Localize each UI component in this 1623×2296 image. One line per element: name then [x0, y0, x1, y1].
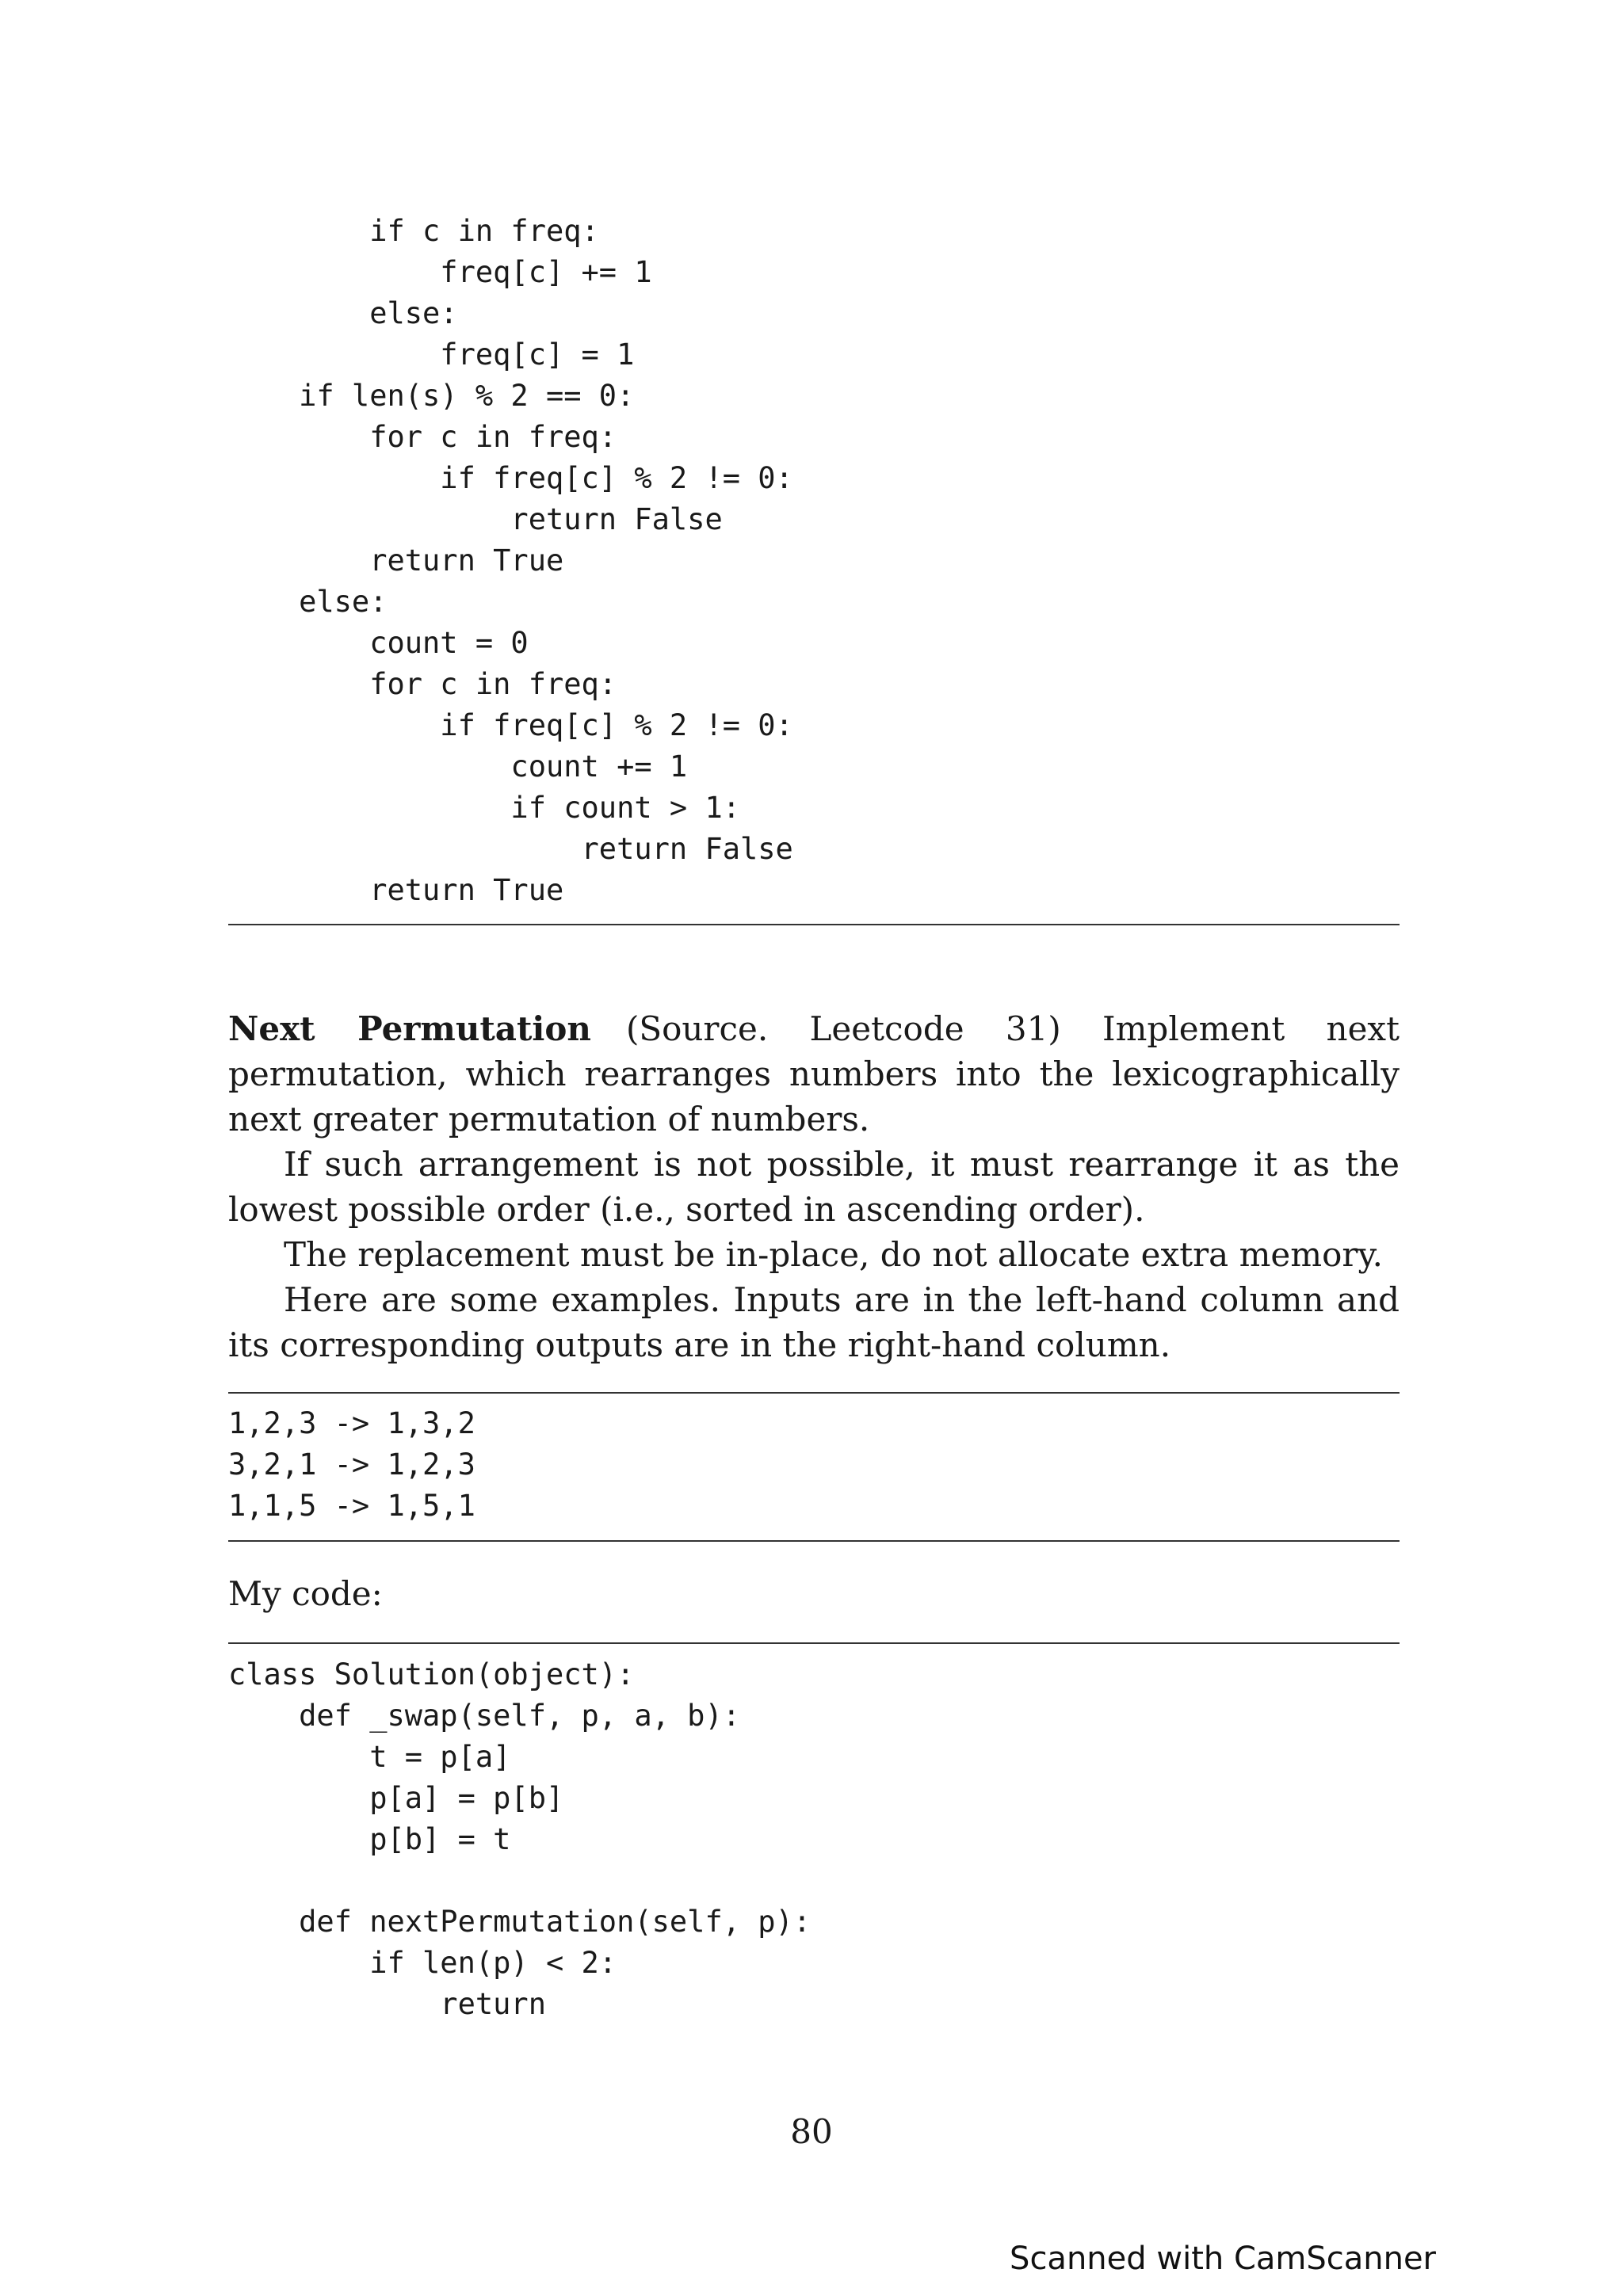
example-line: 3,2,1 -> 1,2,3 — [228, 1447, 475, 1482]
code-line: else: — [228, 296, 458, 330]
my-code-label: My code: — [228, 1574, 383, 1613]
example-line: 1,2,3 -> 1,3,2 — [228, 1406, 475, 1440]
code-line: return True — [228, 873, 564, 907]
code-line: if c in freq: — [228, 214, 599, 248]
page-number: 80 — [790, 2112, 833, 2151]
code-line: if freq[c] % 2 != 0: — [228, 708, 793, 742]
problem-paragraph: The replacement must be in-place, do not allocate extra memory. — [284, 1235, 1383, 1274]
code-line: def nextPermutation(self, p): — [228, 1905, 812, 1939]
code-line: return True — [228, 543, 564, 578]
code-line — [228, 1860, 811, 1901]
divider-rule — [228, 1392, 1400, 1394]
problem-statement — [228, 1006, 1400, 1367]
code-line: count = 0 — [228, 626, 529, 660]
code-line: for c in freq: — [228, 667, 617, 701]
code-line: return False — [228, 502, 723, 536]
code-line: if count > 1: — [228, 791, 741, 825]
code-line: for c in freq: — [228, 420, 617, 454]
code-line: freq[c] += 1 — [228, 255, 652, 289]
example-line: 1,1,5 -> 1,5,1 — [228, 1489, 475, 1523]
code-line: p[b] = t — [228, 1822, 511, 1856]
code-line: count += 1 — [228, 749, 688, 784]
code-line: if freq[c] % 2 != 0: — [228, 461, 793, 495]
code-line: else: — [228, 585, 388, 619]
divider-rule — [228, 1540, 1400, 1542]
code-line: if len(p) < 2: — [228, 1946, 617, 1980]
code-line: if len(s) % 2 == 0: — [228, 379, 635, 413]
code-block-bottom — [228, 1654, 811, 2025]
code-line: t = p[a] — [228, 1740, 511, 1774]
code-line: p[a] = p[b] — [228, 1781, 564, 1815]
scanner-watermark: Scanned with CamScanner — [1010, 2241, 1436, 2277]
examples-block — [228, 1403, 475, 1527]
divider-rule — [228, 1642, 1400, 1644]
problem-intro — [228, 1006, 1400, 1142]
code-line: return — [228, 1987, 546, 2021]
code-line: return False — [228, 832, 793, 866]
code-line: def _swap(self, p, a, b): — [228, 1699, 741, 1733]
code-block-top — [228, 211, 793, 911]
code-line: class Solution(object): — [228, 1657, 635, 1691]
problem-intro-text: (Source. Leetcode 31) Implement next permutation, which rearranges numbers into the lexicographically next greater permutation of numbers. — [228, 1009, 1400, 1138]
problem-title: Next Permutation — [228, 1009, 591, 1048]
divider-rule — [228, 924, 1400, 925]
problem-paragraph: Here are some examples. Inputs are in the left-hand column and its corresponding outputs are in the right-hand column. — [228, 1280, 1400, 1364]
problem-paragraph: If such arrangement is not possible, it must rearrange it as the lowest possible order (i.e., sorted in ascending order). — [228, 1145, 1400, 1229]
code-line: freq[c] = 1 — [228, 338, 635, 372]
